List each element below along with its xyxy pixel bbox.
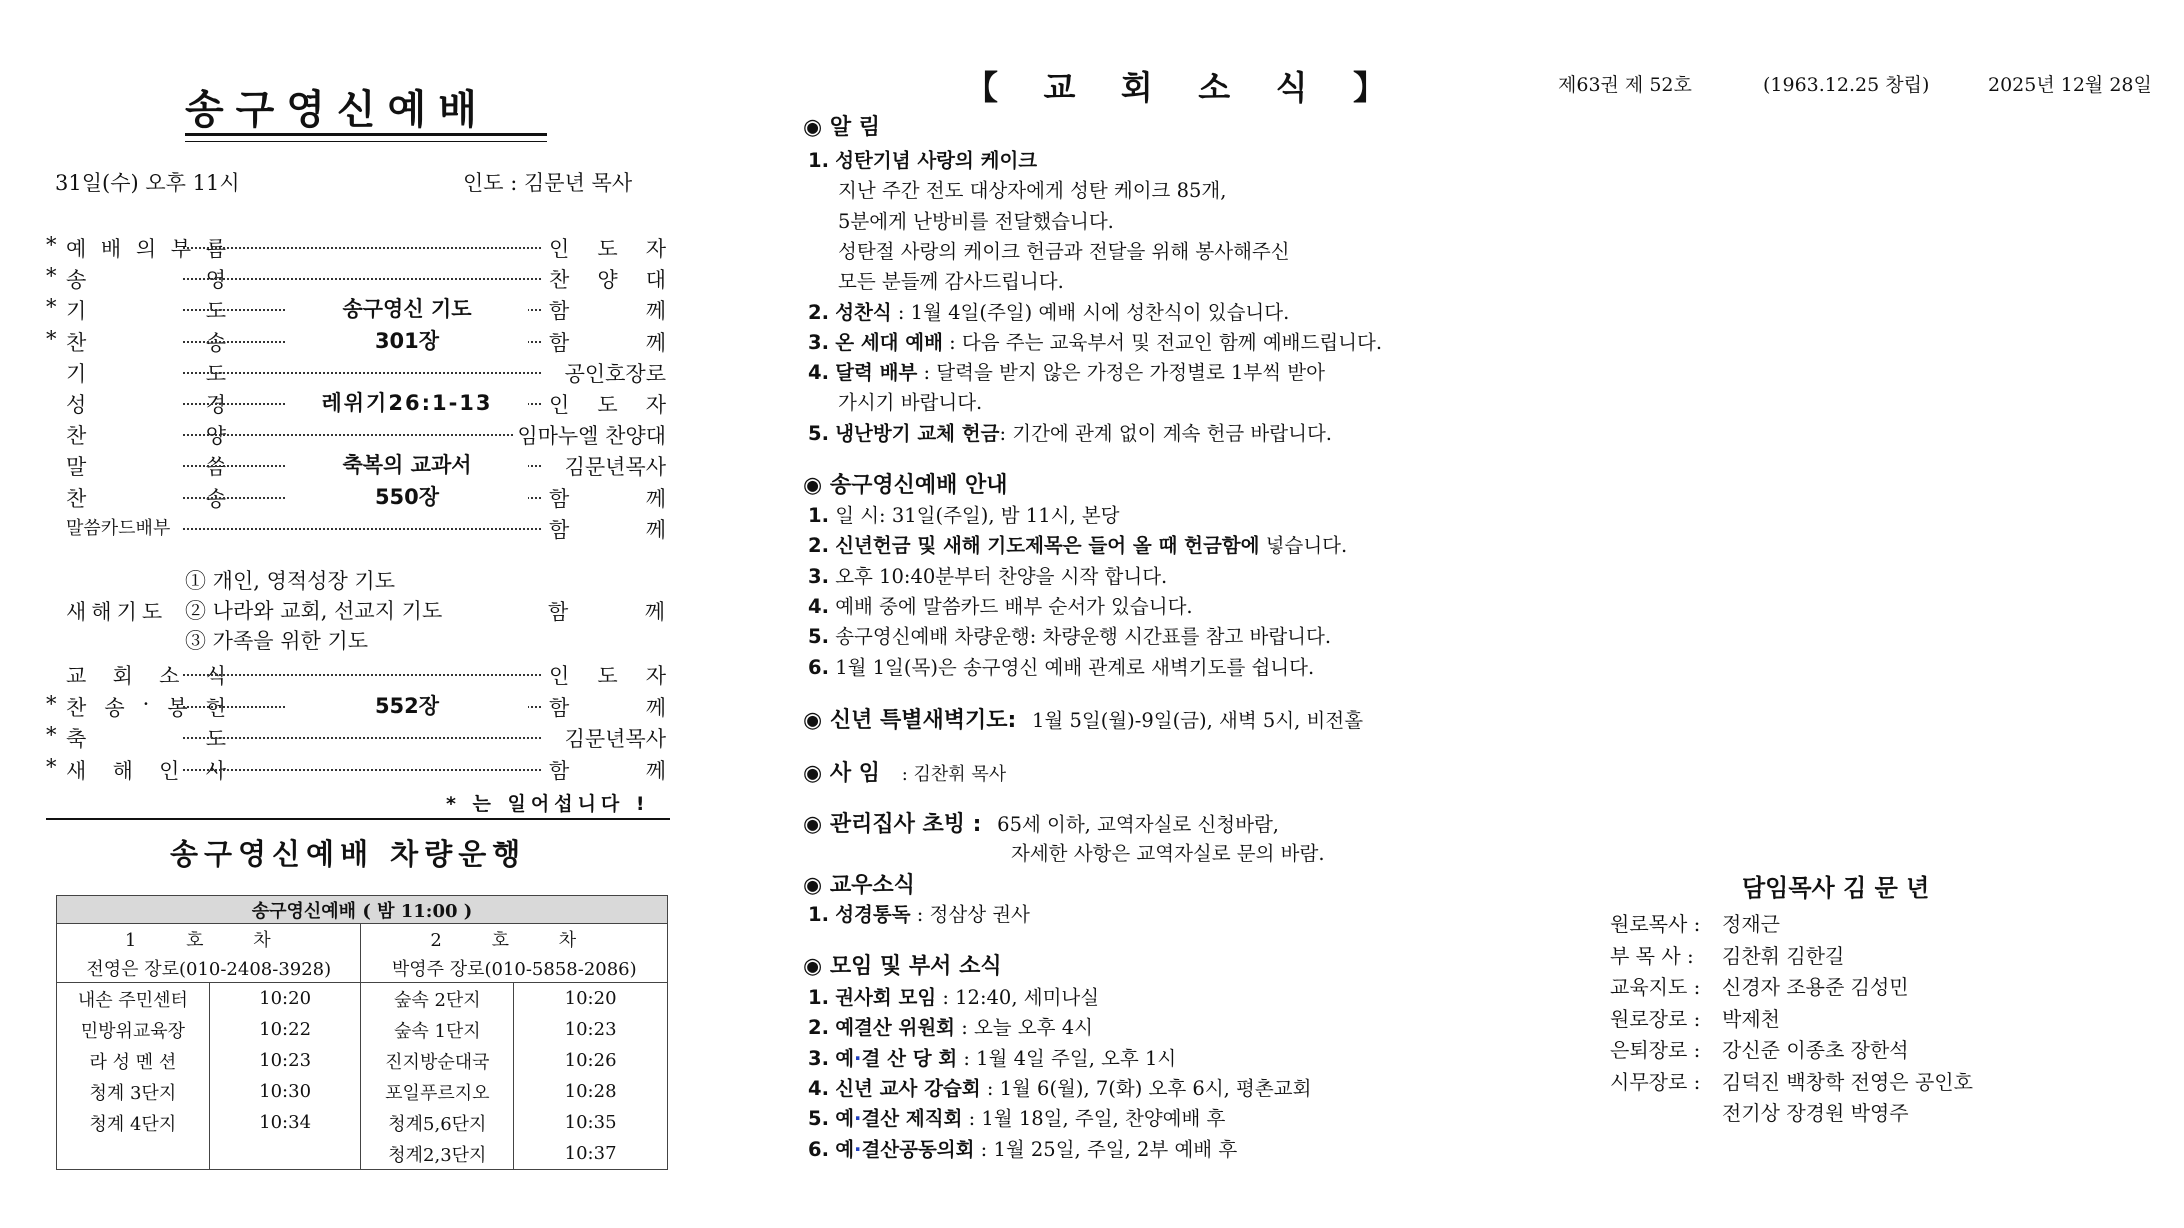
resignation-heading: ◉ 사 임 xyxy=(803,761,881,786)
item-number: 1. xyxy=(808,903,829,926)
news-line xyxy=(838,206,1114,234)
order-item-leader: 인 도 자 xyxy=(549,664,666,688)
news-line xyxy=(808,1043,1176,1071)
keyword-dot: · xyxy=(854,1107,862,1131)
new-year-prayer-label: 새해기도 xyxy=(66,600,168,624)
section-meetings: ◉ 모임 및 부서 소식 xyxy=(803,954,1002,979)
dawn-prayer-heading: ◉ 신년 특별새벽기도: xyxy=(803,708,1017,733)
staff-role: 시무장로 : xyxy=(1610,1069,1701,1094)
item-keyword: 예결산 위원회 xyxy=(835,1016,955,1040)
order-item-name: 찬 송 · 봉 헌 xyxy=(66,691,226,720)
item-number: 3. xyxy=(808,1046,829,1070)
bus-time xyxy=(209,1138,361,1170)
news-line xyxy=(808,899,1030,927)
item-keyword: 성경통독 xyxy=(835,903,911,926)
staff-names: 정재근 xyxy=(1722,912,1780,936)
order-item-name: 예 배 의 부 름 xyxy=(66,237,226,261)
item-number: 5. xyxy=(808,625,829,649)
section-resignation xyxy=(803,756,1006,787)
bus-time: 10:37 xyxy=(514,1138,668,1170)
item-text: : 1월 18일, 주일, 찬양예배 후 xyxy=(962,1107,1226,1131)
order-item-leader: 공인호장로 xyxy=(561,358,666,388)
required-stand-mark: * xyxy=(46,691,57,716)
dotted-leader xyxy=(183,769,541,771)
resignation-text: : 김찬휘 목사 xyxy=(901,764,1007,785)
item-keyword: 성찬식 xyxy=(835,300,892,324)
keyword-part: 예 xyxy=(835,1046,855,1070)
staff-row xyxy=(1610,940,1844,969)
title-underline xyxy=(185,133,547,142)
new-year-prayer-items xyxy=(185,566,442,656)
item-keyword xyxy=(835,1047,957,1070)
item-keyword: 권사회 모임 xyxy=(835,986,937,1009)
deacon-hiring-heading: ◉ 관리집사 초빙 : xyxy=(803,812,982,837)
staff-role: 교육지도 : xyxy=(1610,975,1701,999)
staff-names: 신경자 조용준 김성민 xyxy=(1722,975,1909,999)
order-row xyxy=(46,358,666,386)
item-text: 5분에게 난방비를 전달했습니다. xyxy=(838,209,1114,233)
order-item-leader: 인 도 자 xyxy=(549,237,666,261)
bus-time: 10:23 xyxy=(209,1045,361,1076)
service-title: 송구영신예배 xyxy=(185,87,489,133)
item-number: 1. xyxy=(808,504,829,527)
keyword-part: 결산 제직회 xyxy=(861,1107,963,1131)
bus-time: 10:35 xyxy=(514,1107,668,1138)
order-item-leader: 찬 양 대 xyxy=(549,268,666,293)
order-item-leader: 함 께 xyxy=(549,299,666,324)
item-text: 지난 주간 전도 대상자에게 성탄 케이크 85개, xyxy=(838,179,1227,203)
order-item-name: 찬 송 xyxy=(66,486,226,511)
order-item-leader: 함 께 xyxy=(549,330,666,355)
item-number: 6. xyxy=(808,1137,829,1161)
bus-stop-row xyxy=(57,1045,668,1076)
item-text: 1월 1일(목)은 송구영신 예배 관계로 새벽기도를 쉽니다. xyxy=(835,655,1315,679)
bus-stop-row xyxy=(57,983,668,1015)
section-deacon-hiring xyxy=(803,807,1279,838)
item-text: 성탄절 사랑의 케이크 헌금과 전달을 위해 봉사해주신 xyxy=(838,239,1290,263)
item-number: 5. xyxy=(808,421,829,445)
dotted-leader xyxy=(183,674,541,676)
publication-date: 2025년 12월 28일 xyxy=(1988,74,2152,96)
bus-schedule-title: 송구영신예배 차량운행 xyxy=(170,837,527,871)
order-item-name: 찬 양 xyxy=(66,424,226,449)
prayer-item: ③ 가족을 위한 기도 xyxy=(185,629,369,653)
staff-names: 김찬휘 김한길 xyxy=(1722,943,1845,968)
staff-row xyxy=(1610,971,1909,1000)
item-text: : 1월 4일(주일) 예배 시에 성찬식이 있습니다. xyxy=(891,300,1290,324)
bus-time: 10:30 xyxy=(209,1076,361,1107)
bus-stop-row xyxy=(57,1138,668,1170)
bus-stop xyxy=(57,1138,210,1170)
item-number: 1. xyxy=(808,149,829,172)
bus1-driver: 전영은 장로(010-2408-3928) xyxy=(57,953,361,983)
item-text: : 달력을 받지 않은 가정은 가정별로 1부씩 받아 xyxy=(917,361,1325,385)
staff-names: 김덕진 백창학 전영은 공인호 xyxy=(1722,1069,1973,1094)
news-title: 【 교 회 소 식 】 xyxy=(965,68,1403,107)
order-item-leader: 함 께 xyxy=(549,695,666,720)
news-line xyxy=(808,982,1099,1010)
news-line xyxy=(808,500,1120,528)
item-number: 3. xyxy=(808,564,829,588)
bus-time: 10:23 xyxy=(514,1014,668,1045)
required-stand-mark: * xyxy=(46,326,57,351)
news-line xyxy=(808,1073,1311,1101)
news-line xyxy=(838,175,1226,203)
staff-names: 전기상 장경원 박영주 xyxy=(1722,1101,1909,1125)
staff-row xyxy=(1610,1097,1909,1126)
news-line xyxy=(838,266,1064,294)
item-keyword: 냉난방기 교체 헌금 xyxy=(835,421,1000,445)
news-line xyxy=(808,530,1347,558)
staff-names: 강신준 이종초 장한석 xyxy=(1722,1038,1909,1062)
keyword-part: 예 xyxy=(835,1107,855,1131)
order-item-leader: 임마누엘 찬양대 xyxy=(513,420,666,450)
item-text: 모든 분들께 감사드립니다. xyxy=(838,270,1064,294)
staff-role: 원로목사 : xyxy=(1610,912,1701,936)
order-item-detail: 송구영신 기도 xyxy=(286,293,528,323)
item-number: 6. xyxy=(808,655,829,679)
item-number: 3. xyxy=(808,330,829,354)
order-row xyxy=(46,483,666,511)
bus-stop: 청계5,6단지 xyxy=(361,1107,514,1138)
order-item-name: 교 회 소 식 xyxy=(66,664,226,688)
bus-stop: 민방위교육장 xyxy=(57,1014,210,1045)
section-announcements: ◉ 알 림 xyxy=(803,115,881,140)
item-text: : 정삼상 권사 xyxy=(910,903,1030,926)
bus-table-header: 송구영신예배 ( 밤 11:00 ) xyxy=(57,896,668,924)
item-keyword: 온 세대 예배 xyxy=(835,330,943,354)
order-item-name: 송 영 xyxy=(66,268,226,293)
bus-stop: 숲속 2단지 xyxy=(361,983,514,1015)
news-line xyxy=(808,145,1037,173)
order-item-name: 찬 송 xyxy=(66,330,226,355)
order-row xyxy=(46,723,666,751)
staff-role: 은퇴장로 : xyxy=(1610,1038,1701,1062)
order-item-name: 기 도 xyxy=(66,299,226,324)
item-number: 4. xyxy=(808,594,829,618)
item-keyword: 성탄기념 사랑의 케이크 xyxy=(835,149,1038,172)
item-text: : 12:40, 세미나실 xyxy=(936,986,1100,1009)
bus-stop: 청계 4단지 xyxy=(57,1107,210,1138)
bus-stop: 라 성 멘 션 xyxy=(57,1045,210,1076)
item-number: 1. xyxy=(808,986,829,1009)
news-line xyxy=(808,418,1332,446)
bus-stop-row xyxy=(57,1076,668,1107)
required-stand-mark: * xyxy=(46,723,57,747)
bus-stop: 숲속 1단지 xyxy=(361,1014,514,1045)
required-stand-mark: * xyxy=(46,233,57,257)
staff-role: 부 목 사 : xyxy=(1610,943,1694,968)
order-row xyxy=(46,295,666,323)
order-item-name: 새 해 인 사 xyxy=(66,758,226,783)
item-keyword: 신년 교사 강습회 xyxy=(835,1076,981,1100)
required-stand-mark: * xyxy=(46,754,57,779)
order-row xyxy=(46,692,666,720)
dotted-leader xyxy=(183,434,541,436)
order-item-detail: 301장 xyxy=(286,325,528,355)
item-text: : 기간에 관계 없이 계속 헌금 바랍니다. xyxy=(999,421,1332,445)
order-item-name: 성 경 xyxy=(66,393,226,417)
order-item-name: 말 씀 xyxy=(66,455,226,480)
order-item-leader: 김문년목사 xyxy=(561,451,666,481)
item-text: : 다음 주는 교육부서 및 전교인 함께 예배드립니다. xyxy=(942,330,1383,354)
news-line xyxy=(808,1103,1225,1131)
news-line xyxy=(808,621,1331,649)
news-line xyxy=(808,297,1289,325)
keyword-dot: · xyxy=(854,1046,862,1070)
item-keyword: 달력 배부 xyxy=(835,361,918,385)
order-item-leader: 함 께 xyxy=(549,517,666,542)
bus-stop-row xyxy=(57,1107,668,1138)
prayer-item: ② 나라와 교회, 선교지 기도 xyxy=(185,599,443,623)
bus-stop: 내손 주민센터 xyxy=(57,983,210,1015)
bus-stop: 포일푸르지오 xyxy=(361,1076,514,1107)
item-text: 송구영신예배 차량운행: 차량운행 시간표를 참고 바랍니다. xyxy=(835,625,1332,649)
service-leader: 인도 : 김문년 목사 xyxy=(463,171,633,195)
item-text: : 1월 25일, 주일, 2부 예배 후 xyxy=(974,1137,1238,1161)
bus-time: 10:28 xyxy=(514,1076,668,1107)
section-nye-guide: ◉ 송구영신예배 안내 xyxy=(803,473,1008,498)
order-item-leader: 함 께 xyxy=(549,486,666,511)
bus-time: 10:20 xyxy=(209,983,361,1015)
staff-row xyxy=(1610,908,1780,937)
required-stand-mark: * xyxy=(46,264,57,289)
order-item-leader: 김문년목사 xyxy=(561,723,666,753)
senior-pastor: 담임목사 김 문 년 xyxy=(1742,874,1930,902)
order-row xyxy=(46,327,666,355)
order-item-detail: 레위기26:1-13 xyxy=(286,387,528,417)
dotted-leader xyxy=(183,372,541,374)
order-item-name: 축 도 xyxy=(66,727,226,751)
new-year-prayer-who: 함 께 xyxy=(548,600,665,624)
dotted-leader xyxy=(183,278,541,280)
deacon-hiring-text2: 자세한 사항은 교역자실로 문의 바람. xyxy=(1011,842,1325,865)
item-number: 4. xyxy=(808,361,829,385)
item-text: 오후 10:40분부터 찬양을 시작 합니다. xyxy=(835,564,1168,588)
staff-row xyxy=(1610,1066,1973,1095)
news-line xyxy=(808,561,1167,589)
bus2-driver: 박영주 장로(010-5858-2086) xyxy=(361,953,668,983)
item-number: 2. xyxy=(808,300,829,324)
bus-stop: 청계 3단지 xyxy=(57,1076,210,1107)
bus-time: 10:22 xyxy=(209,1014,361,1045)
item-keyword: 신년헌금 및 새해 기도제목은 들어 올 때 헌금함에 xyxy=(835,534,1260,558)
order-row xyxy=(46,514,666,542)
news-line xyxy=(808,357,1325,385)
item-number: 5. xyxy=(808,1107,829,1131)
bus-time: 10:34 xyxy=(209,1107,361,1138)
bus-stop: 진지방순대국 xyxy=(361,1045,514,1076)
order-item-name: 기 도 xyxy=(66,361,226,386)
item-text: 가시기 바랍니다. xyxy=(838,391,983,415)
bus-stop-row xyxy=(57,1014,668,1045)
dotted-leader xyxy=(183,737,541,739)
bus2-label xyxy=(361,924,668,954)
staff-row xyxy=(1610,1003,1780,1032)
news-line xyxy=(838,387,982,415)
order-row xyxy=(46,233,666,261)
keyword-dot: · xyxy=(854,1137,862,1161)
dotted-leader xyxy=(183,528,541,530)
dotted-leader xyxy=(183,247,541,249)
bus1-label xyxy=(57,924,361,954)
item-text: 넣습니다. xyxy=(1259,534,1348,558)
news-line xyxy=(808,652,1314,680)
dawn-prayer-text: 1월 5일(월)-9일(금), 새벽 5시, 비전홀 xyxy=(1032,709,1364,732)
news-line xyxy=(808,1134,1237,1162)
bus-stop: 청계2,3단지 xyxy=(361,1138,514,1170)
divider xyxy=(46,818,670,820)
item-text: : 오늘 오후 4시 xyxy=(955,1016,1093,1040)
item-text: 예배 중에 말씀카드 배부 순서가 있습니다. xyxy=(835,594,1193,618)
prayer-item: ① 개인, 영적성장 기도 xyxy=(185,569,395,593)
item-keyword xyxy=(835,1138,974,1161)
required-stand-mark: * xyxy=(46,295,57,320)
bus-time: 10:26 xyxy=(514,1045,668,1076)
staff-names: 박제천 xyxy=(1722,1006,1780,1031)
item-text: : 1월 6(월), 7(화) 오후 6시, 평촌교회 xyxy=(980,1076,1312,1100)
staff-role: 원로장로 : xyxy=(1610,1006,1701,1031)
service-date-time: 31일(수) 오후 11시 xyxy=(55,171,240,195)
order-row xyxy=(46,451,666,479)
bus-schedule-table xyxy=(56,895,668,1170)
keyword-part: 결산공동의회 xyxy=(861,1137,975,1161)
bus-time: 10:20 xyxy=(514,983,668,1015)
order-item-detail: 552장 xyxy=(286,690,528,720)
item-number: 2. xyxy=(808,1016,829,1040)
order-item-leader: 함 께 xyxy=(549,758,666,783)
item-number: 2. xyxy=(808,534,829,558)
keyword-part: 예 xyxy=(835,1137,855,1161)
news-line xyxy=(808,1012,1093,1040)
deacon-hiring-text1: 65세 이하, 교역자실로 신청바람, xyxy=(997,813,1280,836)
volume-number: 제63권 제 52호 xyxy=(1558,74,1692,96)
order-item-name: 말씀카드배부 xyxy=(66,517,171,539)
item-number: 4. xyxy=(808,1076,829,1100)
order-item-detail: 축복의 교과서 xyxy=(286,449,528,479)
keyword-part: 결 산 당 회 xyxy=(861,1046,958,1070)
news-line xyxy=(838,236,1290,264)
news-line xyxy=(808,591,1193,619)
stand-note: * 는 일어섭니다 ! xyxy=(446,793,650,815)
order-row xyxy=(46,420,666,448)
section-dawn-prayer xyxy=(803,703,1363,734)
order-item-leader: 인 도 자 xyxy=(549,393,666,417)
staff-row xyxy=(1610,1034,1909,1063)
bus1-label-text: 1 호 차 xyxy=(124,929,293,951)
bus2-label-text: 2 호 차 xyxy=(430,929,599,951)
order-item-detail: 550장 xyxy=(286,481,528,511)
item-text: 일 시: 31일(주일), 밤 11시, 본당 xyxy=(835,504,1120,527)
founded-date: (1963.12.25 창립) xyxy=(1763,74,1930,96)
news-line xyxy=(808,327,1382,355)
order-row xyxy=(46,660,666,688)
section-member-news: ◉ 교우소식 xyxy=(803,873,915,898)
item-text: : 1월 4일 주일, 오후 1시 xyxy=(957,1046,1177,1070)
order-row xyxy=(46,264,666,292)
order-row xyxy=(46,389,666,417)
item-keyword xyxy=(835,1107,962,1130)
order-row xyxy=(46,755,666,783)
